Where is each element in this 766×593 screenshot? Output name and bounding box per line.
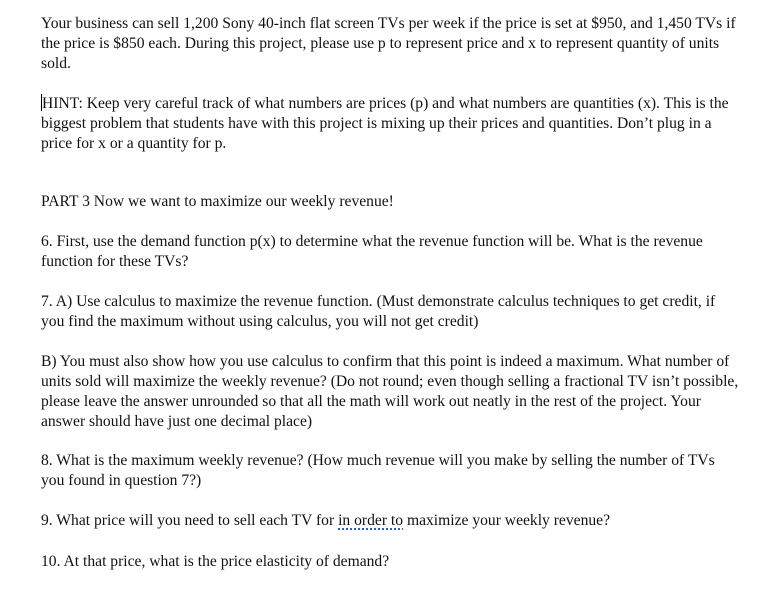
question-6: 6. First, use the demand function p(x) to determine what the revenue function will be. What is the revenue function for these TVs? [41,233,707,270]
intro-paragraph: Your business can sell 1,200 Sony 40-inch flat screen TVs per week if the price is set at $950, and 1,450 TVs if the price is $850 each. During this project, please use p to represent price and x to represent quantity of units sold. [41,15,740,72]
question-10: 10. At that price, what is the price elasticity of demand? [41,553,390,570]
question-7a: 7. A) Use calculus to maximize the revenue function. (Must demonstrate calculus techniques to get credit, if you find the maximum without using calculus, you will not get credit) [41,293,720,330]
question-9-text-after: maximize your weekly revenue? [403,512,611,529]
hint-paragraph [41,94,741,154]
grammar-flagged-phrase[interactable]: in order to [338,512,404,529]
question-9 [41,511,741,531]
question-9-text-before: 9. What price will you need to sell each TV for [41,512,339,529]
hint-text: HINT: Keep very careful track of what numbers are prices (p) and what numbers are quantities (x). This is the biggest problem that students have with this project is mixing up their prices and quantities. Don’t plug in a price for x or a quantity for p. [41,95,733,152]
question-7b: B) You must also show how you use calculus to confirm that this point is indeed a maximum. What number of units sold will maximize the weekly revenue? (Do not round; even though selling a fractional TV isn’t possible, please leave the answer unrounded so that all the math will work out neatly in the rest of the project. Your answer should have just one decimal place) [41,353,743,430]
part3-heading: PART 3 Now we want to maximize our weekly revenue! [41,193,394,210]
document-body[interactable] [41,14,741,572]
question-8: 8. What is the maximum weekly revenue? (How much revenue will you make by selling the number of TVs you found in question 7?) [41,452,719,489]
